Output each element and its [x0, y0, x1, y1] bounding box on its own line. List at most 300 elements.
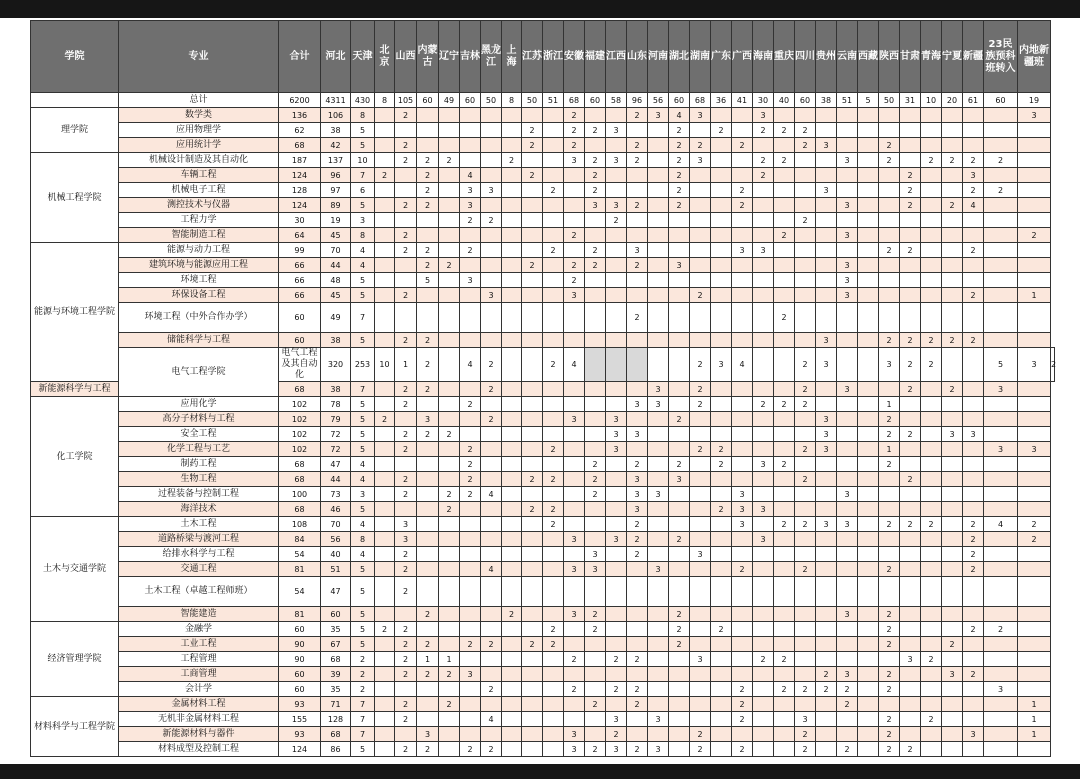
quota-cell: [648, 517, 669, 532]
quota-cell: [984, 258, 1018, 273]
quota-cell: [395, 607, 417, 622]
quota-cell: 2: [627, 532, 648, 547]
quota-cell: 2: [522, 168, 543, 183]
quota-cell: [395, 213, 417, 228]
quota-cell: [795, 412, 816, 427]
quota-cell: [795, 667, 816, 682]
quota-cell: 2: [795, 138, 816, 153]
quota-cell: 2: [522, 123, 543, 138]
quota-cell: [942, 727, 963, 742]
quota-cell: 8: [502, 93, 522, 108]
quota-cell: [816, 607, 837, 622]
quota-cell: 2: [481, 213, 502, 228]
quota-cell: [417, 138, 439, 153]
quota-cell: 2: [963, 532, 984, 547]
major-cell: 工程管理: [119, 652, 279, 667]
quota-cell: 1: [439, 652, 460, 667]
quota-cell: [481, 697, 502, 712]
quota-cell: 2: [690, 288, 711, 303]
quota-cell: 2: [753, 168, 774, 183]
quota-cell: [690, 622, 711, 637]
quota-cell: [522, 667, 543, 682]
quota-cell: 2: [900, 517, 921, 532]
quota-cell: 5: [351, 198, 375, 213]
quota-cell: [502, 198, 522, 213]
quota-cell: [732, 667, 753, 682]
major-cell: 车辆工程: [119, 168, 279, 183]
header-province: 吉林: [460, 21, 481, 93]
quota-cell: [648, 682, 669, 697]
quota-cell: [942, 682, 963, 697]
quota-cell: [522, 397, 543, 412]
quota-cell: [711, 198, 732, 213]
table-row: [31, 93, 1055, 108]
header-province: 安徽: [564, 21, 585, 93]
quota-cell: [774, 742, 795, 757]
quota-cell: [606, 457, 627, 472]
quota-cell: 2: [481, 348, 502, 382]
quota-cell: 2: [543, 472, 564, 487]
quota-cell: [585, 652, 606, 667]
quota-cell: 137: [321, 153, 351, 168]
quota-cell: [963, 258, 984, 273]
quota-cell: [921, 273, 942, 288]
table-row: [31, 697, 1055, 712]
quota-cell: 2: [732, 198, 753, 213]
quota-cell: [669, 652, 690, 667]
quota-cell: 2: [795, 442, 816, 457]
quota-cell: 2: [417, 607, 439, 622]
quota-cell: [900, 442, 921, 457]
quota-cell: [564, 198, 585, 213]
quota-cell: [858, 472, 879, 487]
quota-cell: [460, 153, 481, 168]
header-province: 广西: [732, 21, 753, 93]
quota-cell: [585, 213, 606, 228]
quota-cell: 2: [585, 622, 606, 637]
quota-cell: [522, 198, 543, 213]
quota-cell: 2: [502, 607, 522, 622]
quota-cell: 41: [732, 93, 753, 108]
quota-cell: [963, 303, 984, 333]
header-province: 甘肃: [900, 21, 921, 93]
quota-cell: 2: [481, 382, 502, 397]
quota-cell: [522, 303, 543, 333]
quota-cell: [522, 697, 543, 712]
quota-cell: 2: [711, 502, 732, 517]
quota-cell: [502, 547, 522, 562]
quota-cell: 2: [711, 457, 732, 472]
major-cell: 金属材料工程: [119, 697, 279, 712]
quota-cell: 79: [321, 412, 351, 427]
quota-cell: [858, 228, 879, 243]
quota-cell: 2: [481, 637, 502, 652]
quota-cell: [837, 168, 858, 183]
quota-cell: [837, 427, 858, 442]
quota-cell: 2: [627, 742, 648, 757]
quota-cell: 2: [732, 697, 753, 712]
quota-cell: [984, 303, 1018, 333]
quota-cell: 2: [879, 637, 900, 652]
quota-cell: [690, 183, 711, 198]
quota-cell: [984, 198, 1018, 213]
quota-cell: [900, 562, 921, 577]
quota-cell: [522, 517, 543, 532]
quota-cell: [606, 228, 627, 243]
quota-cell: [942, 577, 963, 607]
quota-cell: [375, 427, 395, 442]
quota-cell: 2: [963, 243, 984, 258]
quota-cell: [984, 427, 1018, 442]
quota-cell: 2: [942, 333, 963, 348]
quota-cell: [900, 258, 921, 273]
quota-cell: [564, 517, 585, 532]
quota-cell: 3: [460, 198, 481, 213]
quota-cell: [564, 577, 585, 607]
quota-cell: [816, 697, 837, 712]
quota-cell: [481, 442, 502, 457]
quota-cell: [648, 637, 669, 652]
quota-cell: 3: [606, 412, 627, 427]
quota-cell: [522, 348, 543, 382]
quota-cell: [439, 712, 460, 727]
quota-cell: [439, 547, 460, 562]
quota-cell: [543, 412, 564, 427]
quota-cell: [942, 108, 963, 123]
quota-cell: [858, 273, 879, 288]
quota-cell: [522, 228, 543, 243]
quota-cell: 2: [774, 303, 795, 333]
quota-cell: 2: [879, 138, 900, 153]
quota-cell: [879, 183, 900, 198]
major-cell: 应用化学: [119, 397, 279, 412]
quota-cell: 1: [1018, 712, 1051, 727]
quota-cell: 2: [606, 213, 627, 228]
quota-cell: 2: [460, 442, 481, 457]
quota-cell: [606, 697, 627, 712]
major-cell: 新能源材料与器件: [119, 727, 279, 742]
quota-cell: 3: [564, 532, 585, 547]
quota-cell: 2: [669, 637, 690, 652]
quota-cell: [837, 622, 858, 637]
quota-cell: [858, 183, 879, 198]
quota-cell: 2: [543, 243, 564, 258]
quota-cell: [375, 108, 395, 123]
quota-cell: [753, 562, 774, 577]
quota-cell: 2: [460, 243, 481, 258]
quota-cell: 2: [963, 562, 984, 577]
quota-cell: 4: [351, 258, 375, 273]
quota-cell: 2: [900, 168, 921, 183]
quota-cell: [711, 742, 732, 757]
total-cell: 124: [279, 198, 321, 213]
quota-cell: [648, 198, 669, 213]
quota-cell: [879, 168, 900, 183]
quota-cell: 2: [585, 607, 606, 622]
quota-cell: [774, 727, 795, 742]
quota-cell: [690, 168, 711, 183]
quota-cell: [732, 547, 753, 562]
quota-cell: [669, 502, 690, 517]
quota-cell: 2: [795, 682, 816, 697]
quota-cell: [417, 697, 439, 712]
quota-cell: [984, 472, 1018, 487]
quota-cell: [375, 442, 395, 457]
quota-cell: 2: [774, 228, 795, 243]
quota-cell: [606, 382, 627, 397]
quota-cell: 1: [395, 348, 417, 382]
quota-cell: 3: [732, 517, 753, 532]
quota-cell: [502, 258, 522, 273]
quota-cell: 3: [753, 108, 774, 123]
quota-cell: 3: [816, 412, 837, 427]
quota-cell: [627, 622, 648, 637]
quota-cell: [753, 348, 774, 382]
quota-cell: 3: [564, 412, 585, 427]
quota-cell: [900, 667, 921, 682]
quota-cell: [669, 427, 690, 442]
header-province: 河南: [648, 21, 669, 93]
quota-cell: [795, 303, 816, 333]
total-cell: 68: [279, 457, 321, 472]
quota-cell: [879, 108, 900, 123]
quota-cell: 2: [732, 183, 753, 198]
quota-cell: 2: [627, 457, 648, 472]
quota-cell: 2: [543, 637, 564, 652]
quota-cell: 70: [321, 243, 351, 258]
quota-cell: 60: [417, 93, 439, 108]
quota-cell: 96: [627, 93, 648, 108]
quota-cell: [690, 607, 711, 622]
quota-cell: [900, 153, 921, 168]
quota-cell: [690, 198, 711, 213]
quota-cell: 3: [816, 183, 837, 198]
quota-cell: [439, 333, 460, 348]
quota-cell: [984, 457, 1018, 472]
quota-cell: [816, 303, 837, 333]
quota-cell: 2: [732, 138, 753, 153]
quota-cell: [1018, 607, 1051, 622]
quota-cell: [585, 273, 606, 288]
quota-cell: 2: [669, 622, 690, 637]
college-cell: [31, 93, 119, 108]
quota-cell: 2: [502, 153, 522, 168]
table-row: [31, 108, 1055, 123]
quota-cell: [522, 333, 543, 348]
quota-cell: [690, 577, 711, 607]
quota-cell: [984, 727, 1018, 742]
quota-cell: 2: [585, 258, 606, 273]
total-cell: 60: [279, 667, 321, 682]
quota-cell: 2: [921, 348, 942, 382]
quota-cell: 3: [648, 712, 669, 727]
quota-cell: [669, 288, 690, 303]
quota-cell: 3: [816, 138, 837, 153]
quota-cell: [606, 622, 627, 637]
quota-cell: 2: [774, 652, 795, 667]
quota-cell: [439, 562, 460, 577]
quota-cell: [669, 397, 690, 412]
quota-cell: [543, 138, 564, 153]
quota-cell: 2: [543, 622, 564, 637]
quota-cell: [816, 288, 837, 303]
quota-cell: [669, 382, 690, 397]
table-row: [31, 682, 1055, 697]
quota-cell: [858, 667, 879, 682]
table-row: [31, 457, 1055, 472]
header-province: 新疆: [963, 21, 984, 93]
quota-cell: 106: [321, 108, 351, 123]
quota-cell: [375, 712, 395, 727]
quota-cell: 2: [395, 333, 417, 348]
quota-cell: 2: [543, 348, 564, 382]
quota-cell: [858, 457, 879, 472]
quota-cell: 4: [351, 457, 375, 472]
quota-cell: 2: [816, 682, 837, 697]
quota-cell: [711, 412, 732, 427]
quota-cell: [481, 258, 502, 273]
total-cell: 102: [279, 427, 321, 442]
quota-cell: [984, 123, 1018, 138]
quota-cell: [375, 397, 395, 412]
quota-cell: [439, 457, 460, 472]
quota-cell: [585, 303, 606, 333]
quota-cell: 2: [984, 183, 1018, 198]
quota-cell: [921, 243, 942, 258]
header-province: 江苏: [522, 21, 543, 93]
major-cell: 高分子材料与工程: [119, 412, 279, 427]
quota-cell: 2: [627, 303, 648, 333]
quota-cell: [921, 742, 942, 757]
quota-cell: [627, 607, 648, 622]
quota-cell: 60: [984, 93, 1018, 108]
quota-cell: 3: [942, 667, 963, 682]
quota-cell: [648, 138, 669, 153]
quota-cell: [732, 108, 753, 123]
quota-cell: 3: [606, 153, 627, 168]
quota-cell: [753, 258, 774, 273]
quota-cell: [564, 303, 585, 333]
quota-cell: [543, 382, 564, 397]
quota-cell: [816, 153, 837, 168]
quota-cell: [375, 258, 395, 273]
quota-cell: [606, 273, 627, 288]
quota-cell: [858, 412, 879, 427]
quota-cell: 3: [648, 108, 669, 123]
quota-cell: [858, 742, 879, 757]
quota-cell: [690, 427, 711, 442]
quota-cell: [375, 288, 395, 303]
quota-cell: [502, 333, 522, 348]
quota-cell: 2: [627, 682, 648, 697]
quota-cell: [1018, 243, 1051, 258]
quota-cell: [732, 457, 753, 472]
quota-cell: [564, 213, 585, 228]
table-row: [31, 198, 1055, 213]
quota-cell: 3: [837, 228, 858, 243]
quota-cell: [439, 727, 460, 742]
quota-cell: [774, 273, 795, 288]
quota-cell: [900, 532, 921, 547]
quota-cell: 2: [627, 652, 648, 667]
quota-cell: [1018, 168, 1051, 183]
quota-cell: [460, 577, 481, 607]
quota-cell: 2: [795, 517, 816, 532]
quota-cell: [690, 213, 711, 228]
quota-cell: [753, 198, 774, 213]
quota-cell: [837, 243, 858, 258]
quota-cell: [669, 303, 690, 333]
quota-cell: [774, 637, 795, 652]
quota-cell: 3: [481, 288, 502, 303]
quota-cell: [900, 213, 921, 228]
quota-cell: 3: [627, 397, 648, 412]
quota-cell: 3: [900, 652, 921, 667]
quota-cell: [439, 472, 460, 487]
quota-cell: 2: [795, 382, 816, 397]
quota-cell: [795, 333, 816, 348]
major-cell: 道路桥梁与渡河工程: [119, 532, 279, 547]
major-cell: 应用物理学: [119, 123, 279, 138]
quota-cell: [774, 442, 795, 457]
quota-cell: 4: [351, 547, 375, 562]
total-cell: 68: [279, 472, 321, 487]
quota-cell: 3: [564, 742, 585, 757]
quota-cell: 2: [417, 742, 439, 757]
quota-cell: [648, 412, 669, 427]
major-cell: 金融学: [119, 622, 279, 637]
quota-cell: [816, 472, 837, 487]
quota-cell: [375, 652, 395, 667]
quota-cell: [816, 273, 837, 288]
quota-cell: [690, 487, 711, 502]
table-row: [31, 532, 1055, 547]
quota-cell: [648, 652, 669, 667]
header-province: 北京: [375, 21, 395, 93]
major-cell: 环境工程: [119, 273, 279, 288]
quota-cell: [921, 637, 942, 652]
quota-cell: 3: [963, 727, 984, 742]
quota-cell: [1018, 258, 1051, 273]
quota-cell: 2: [753, 397, 774, 412]
quota-cell: [984, 487, 1018, 502]
quota-cell: 3: [732, 487, 753, 502]
table-row: [31, 727, 1055, 742]
quota-cell: [502, 123, 522, 138]
quota-cell: [439, 517, 460, 532]
quota-cell: [439, 123, 460, 138]
quota-cell: [711, 727, 732, 742]
quota-cell: [921, 303, 942, 333]
quota-cell: [543, 397, 564, 412]
quota-cell: 44: [321, 258, 351, 273]
quota-cell: [774, 697, 795, 712]
quota-cell: 4: [564, 348, 585, 382]
quota-cell: [900, 487, 921, 502]
quota-cell: [711, 712, 732, 727]
quota-cell: 3: [564, 153, 585, 168]
quota-cell: [585, 517, 606, 532]
quota-cell: 2: [900, 382, 921, 397]
quota-cell: [648, 348, 669, 382]
college-cell: 能源与环境工程学院: [31, 243, 119, 382]
quota-cell: [502, 532, 522, 547]
quota-cell: [942, 472, 963, 487]
quota-cell: 31: [900, 93, 921, 108]
quota-cell: 2: [417, 258, 439, 273]
header-province: 云南: [837, 21, 858, 93]
quota-cell: 3: [606, 123, 627, 138]
